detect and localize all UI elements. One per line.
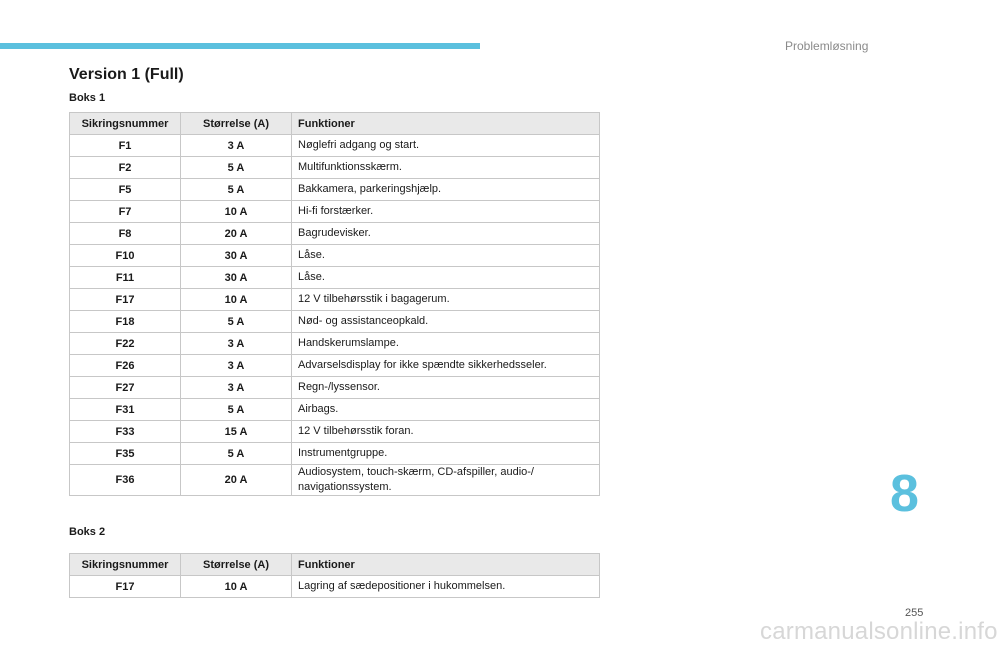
- fuse-function: 12 V tilbehørsstik i bagagerum.: [292, 289, 600, 311]
- table-header-row: [70, 554, 600, 576]
- table-row: [70, 399, 600, 421]
- fuse-function: Bakkamera, parkeringshjælp.: [292, 179, 600, 201]
- table-header-row: [70, 113, 600, 135]
- column-header: Funktioner: [292, 113, 600, 135]
- fuse-table-box1: [69, 112, 600, 496]
- fuse-size: 30 A: [181, 267, 292, 289]
- fuse-number: F35: [70, 443, 181, 465]
- fuse-size: 20 A: [181, 465, 292, 496]
- fuse-function: Instrumentgruppe.: [292, 443, 600, 465]
- fuse-number: F17: [70, 576, 181, 598]
- section-header: Problemløsning: [785, 39, 869, 53]
- fuse-size: 5 A: [181, 399, 292, 421]
- page-number: 255: [905, 607, 924, 619]
- column-header: Sikringsnummer: [70, 113, 181, 135]
- top-accent-bar: [0, 43, 480, 49]
- fuse-number: F8: [70, 223, 181, 245]
- table-row: [70, 333, 600, 355]
- fuse-size: 3 A: [181, 135, 292, 157]
- fuse-number: F31: [70, 399, 181, 421]
- fuse-function: Regn-/lyssensor.: [292, 377, 600, 399]
- fuse-number: F27: [70, 377, 181, 399]
- table-row: [70, 443, 600, 465]
- fuse-function: Multifunktionsskærm.: [292, 157, 600, 179]
- fuse-number: F2: [70, 157, 181, 179]
- table-row: [70, 289, 600, 311]
- column-header: Sikringsnummer: [70, 554, 181, 576]
- table-row: [70, 179, 600, 201]
- table-row: [70, 421, 600, 443]
- fuse-size: 20 A: [181, 223, 292, 245]
- fuse-number: F5: [70, 179, 181, 201]
- fuse-number: F7: [70, 201, 181, 223]
- fuse-size: 3 A: [181, 355, 292, 377]
- column-header: Størrelse (A): [181, 113, 292, 135]
- fuse-size: 15 A: [181, 421, 292, 443]
- fuse-size: 3 A: [181, 333, 292, 355]
- table-row: [70, 135, 600, 157]
- table-row: [70, 157, 600, 179]
- fuse-number: F18: [70, 311, 181, 333]
- table-row: [70, 201, 600, 223]
- column-header: Funktioner: [292, 554, 600, 576]
- fuse-number: F26: [70, 355, 181, 377]
- table-row: [70, 355, 600, 377]
- fuse-function: Lagring af sædepositioner i hukommelsen.: [292, 576, 600, 598]
- fuse-function: Bagrudevisker.: [292, 223, 600, 245]
- fuse-number: F22: [70, 333, 181, 355]
- watermark: carmanualsonline.info: [760, 618, 998, 645]
- table-row: [70, 311, 600, 333]
- chapter-number: 8: [890, 465, 919, 523]
- fuse-function: Audiosystem, touch-skærm, CD-afspiller, audio-/ navigationssystem.: [292, 465, 600, 496]
- fuse-size: 10 A: [181, 201, 292, 223]
- fuse-number: F11: [70, 267, 181, 289]
- fuse-number: F36: [70, 465, 181, 496]
- fuse-number: F17: [70, 289, 181, 311]
- box2-label: Boks 2: [69, 526, 106, 538]
- fuse-function: 12 V tilbehørsstik foran.: [292, 421, 600, 443]
- fuse-function: Advarselsdisplay for ikke spændte sikkerhedsseler.: [292, 355, 600, 377]
- fuse-size: 5 A: [181, 311, 292, 333]
- fuse-number: F33: [70, 421, 181, 443]
- column-header: Størrelse (A): [181, 554, 292, 576]
- fuse-size: 5 A: [181, 443, 292, 465]
- fuse-function: Hi-fi forstærker.: [292, 201, 600, 223]
- table-row: [70, 465, 600, 496]
- table-row: [70, 576, 600, 598]
- fuse-function: Handskerumslampe.: [292, 333, 600, 355]
- table-row: [70, 245, 600, 267]
- fuse-number: F1: [70, 135, 181, 157]
- table-row: [70, 223, 600, 245]
- page-title: Version 1 (Full): [69, 66, 184, 83]
- fuse-function: Låse.: [292, 245, 600, 267]
- fuse-size: 10 A: [181, 289, 292, 311]
- fuse-size: 10 A: [181, 576, 292, 598]
- fuse-number: F10: [70, 245, 181, 267]
- fuse-size: 30 A: [181, 245, 292, 267]
- fuse-size: 5 A: [181, 179, 292, 201]
- fuse-function: Låse.: [292, 267, 600, 289]
- fuse-table-box2: [69, 553, 600, 598]
- table-row: [70, 267, 600, 289]
- fuse-size: 3 A: [181, 377, 292, 399]
- fuse-function: Airbags.: [292, 399, 600, 421]
- box1-label: Boks 1: [69, 92, 106, 104]
- fuse-size: 5 A: [181, 157, 292, 179]
- fuse-function: Nøglefri adgang og start.: [292, 135, 600, 157]
- table-row: [70, 377, 600, 399]
- fuse-function: Nød- og assistanceopkald.: [292, 311, 600, 333]
